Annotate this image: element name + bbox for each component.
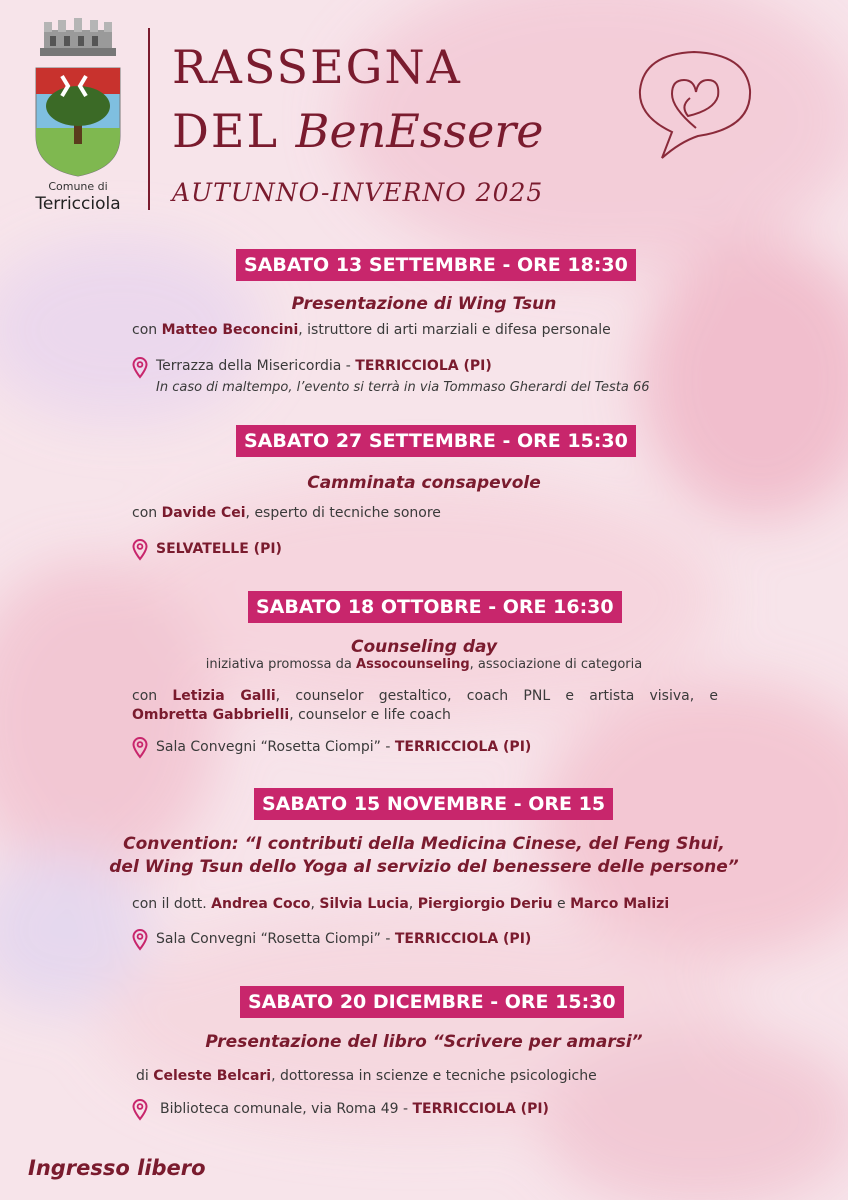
location-text: Biblioteca comunale, via Roma 49 - [160,1101,413,1117]
location-town: TERRICCIOLA (PI) [355,358,492,374]
crest-caption-name: Terricciola [35,194,121,214]
event-3-date-banner: SABATO 18 OTTOBRE - ORE 16:30 [248,591,622,623]
with-prefix: con [132,322,158,338]
event-1-date-banner: SABATO 13 SETTEMBRE - ORE 18:30 [236,249,636,281]
separator: e [557,896,566,912]
event-3-subtitle [0,657,848,672]
sub-name: Assocounseling [356,657,470,672]
event-2-title: Camminata consapevole [307,473,541,493]
event-3-speaker-line2 [132,707,451,723]
event-4-speakers [132,896,669,912]
speaker-role: , counselor e life coach [289,707,451,723]
sub-rest: , associazione di categoria [469,657,643,672]
speaker-name: Celeste Belcari [153,1068,272,1084]
location-town: TERRICCIOLA (PI) [412,1101,549,1117]
speaker-name: Silvia Lucia [319,896,409,912]
free-entry-label: Ingresso libero [28,1156,206,1180]
speaker-name: Andrea Coco [211,896,311,912]
title-italic: BenEssere [295,104,544,158]
speaker-name: Davide Cei [161,505,246,521]
event-4-title-line1: Convention: “I contributi della Medicina Cinese, del Feng Shui, [123,834,725,854]
event-5-speaker [136,1068,597,1084]
location-pin-icon [132,357,148,379]
divider-line [148,28,150,210]
location-town: TERRICCIOLA (PI) [394,931,532,947]
event-1-note: In caso di maltempo, l’evento si terrà in via Tommaso Gherardi del Testa 66 [156,380,650,395]
event-1-title: Presentazione di Wing Tsun [291,294,557,314]
location-text: Sala Convegni “Rosetta Ciompi” - [156,739,395,755]
separator: , [408,896,414,912]
event-4-title-line2: del Wing Tsun dello Yoga al servizio del benessere delle persone” [109,857,739,877]
location-pin-icon [132,737,148,759]
location-town: SELVATELLE (PI) [156,541,282,557]
location-pin-icon [132,929,148,951]
speaker-name: Piergiorgio Deriu [417,896,553,912]
with-prefix: con [132,688,158,704]
with-prefix: con il dott. [132,896,207,912]
with-prefix: con [132,505,158,521]
event-2-location [156,541,282,557]
crest-caption-small: Comune di [48,180,108,193]
event-3-location [156,739,531,755]
crest-emblem [32,18,124,178]
speaker-name: Marco Malizi [570,896,670,912]
event-5-location [160,1101,549,1117]
event-4-location [156,931,531,947]
event-1-location [156,358,492,374]
speaker-role: , istruttore di arti marziali e difesa personale [298,322,611,338]
event-3-speaker-line1 [132,688,718,704]
location-text: Sala Convegni “Rosetta Ciompi” - [156,931,395,947]
location-pin-icon [132,1099,148,1121]
location-pin-icon [132,539,148,561]
speaker-name: Letizia Galli [172,688,276,704]
separator: , [310,896,315,912]
event-2-speaker [132,505,441,521]
speaker-role: , dottoressa in scienze e tecniche psicologiche [271,1068,597,1084]
event-5-title: Presentazione del libro “Scrivere per amarsi” [205,1032,643,1052]
event-1-speaker [132,322,611,338]
speaker-role: , counselor gestaltico, coach PNL e artista visiva, e [275,688,719,704]
speaker-name: Matteo Beconcini [161,322,299,338]
location-text: Terrazza della Misericordia - [156,358,356,374]
title-plain: DEL [172,104,280,158]
page-subtitle: AUTUNNO-INVERNO 2025 [172,178,544,207]
speaker-role: , esperto di tecniche sonore [245,505,441,521]
heart-speech-bubble-icon [632,46,756,162]
page-title-line1: RASSEGNA [172,40,462,94]
event-3-title: Counseling day [350,637,498,657]
with-prefix: di [136,1068,149,1084]
sub-prefix: iniziativa promossa da [205,657,352,672]
location-town: TERRICCIOLA (PI) [394,739,532,755]
event-5-date-banner: SABATO 20 DICEMBRE - ORE 15:30 [240,986,624,1018]
page-title-line2 [172,104,544,158]
speaker-name: Ombretta Gabbrielli [132,707,290,723]
event-4-date-banner: SABATO 15 NOVEMBRE - ORE 15 [254,788,613,820]
event-2-date-banner: SABATO 27 SETTEMBRE - ORE 15:30 [236,425,636,457]
